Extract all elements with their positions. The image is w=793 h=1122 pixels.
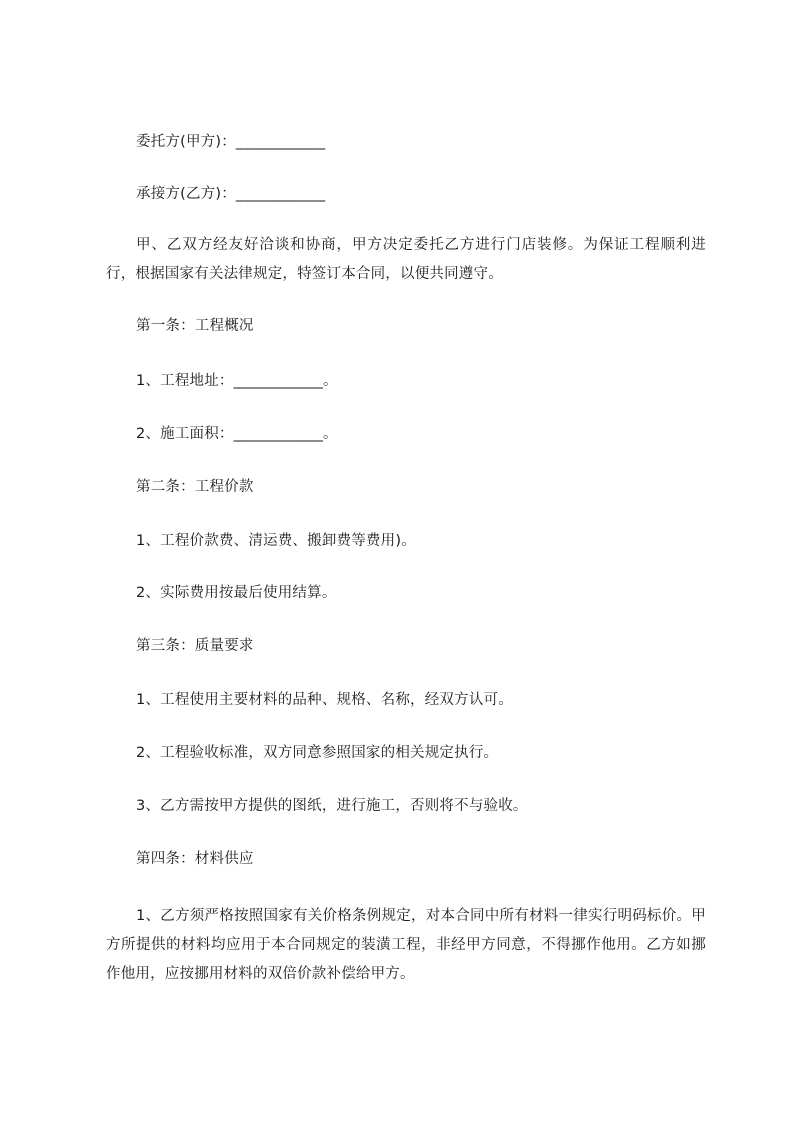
article-1-item-2: 2、施工面积：____________。	[136, 426, 338, 442]
article-2-heading: 第二条：工程价款	[136, 479, 254, 495]
article-2-item-2: 2、实际费用按最后使用结算。	[136, 585, 337, 601]
article-3-item-1: 1、工程使用主要材料的品种、规格、名称，经双方认可。	[136, 692, 513, 708]
article-3-item-2: 2、工程验收标准，双方同意参照国家的相关规定执行。	[136, 745, 499, 761]
article-2-item-1: 1、工程价款费、清运费、搬卸费等费用)。	[136, 533, 416, 549]
article-4-heading: 第四条：材料供应	[136, 851, 254, 867]
article-1-heading: 第一条：工程概况	[136, 318, 254, 334]
article-3-item-3: 3、乙方需按甲方提供的图纸，进行施工，否则将不与验收。	[136, 798, 528, 814]
article-1-item-1: 1、工程地址：____________。	[136, 373, 338, 389]
article-3-heading: 第三条：质量要求	[136, 638, 254, 654]
party-b-line: 承接方(乙方)：____________	[136, 186, 326, 202]
article-4-item-1: 1、乙方须严格按照国家有关价格条例规定，对本合同中所有材料一律实行明码标价。甲方所提供的材料均应用于本合同规定的装潢工程，非经甲方同意，不得挪作他用。乙方如挪作他用，应按挪用材料的双倍价款补偿给甲方。	[106, 908, 706, 982]
party-a-line: 委托方(甲方)：____________	[136, 134, 326, 150]
intro-paragraph: 甲、乙双方经友好洽谈和协商，甲方决定委托乙方进行门店装修。为保证工程顺利进行，根据国家有关法律规定，特签订本合同，以便共同遵守。	[106, 237, 706, 282]
